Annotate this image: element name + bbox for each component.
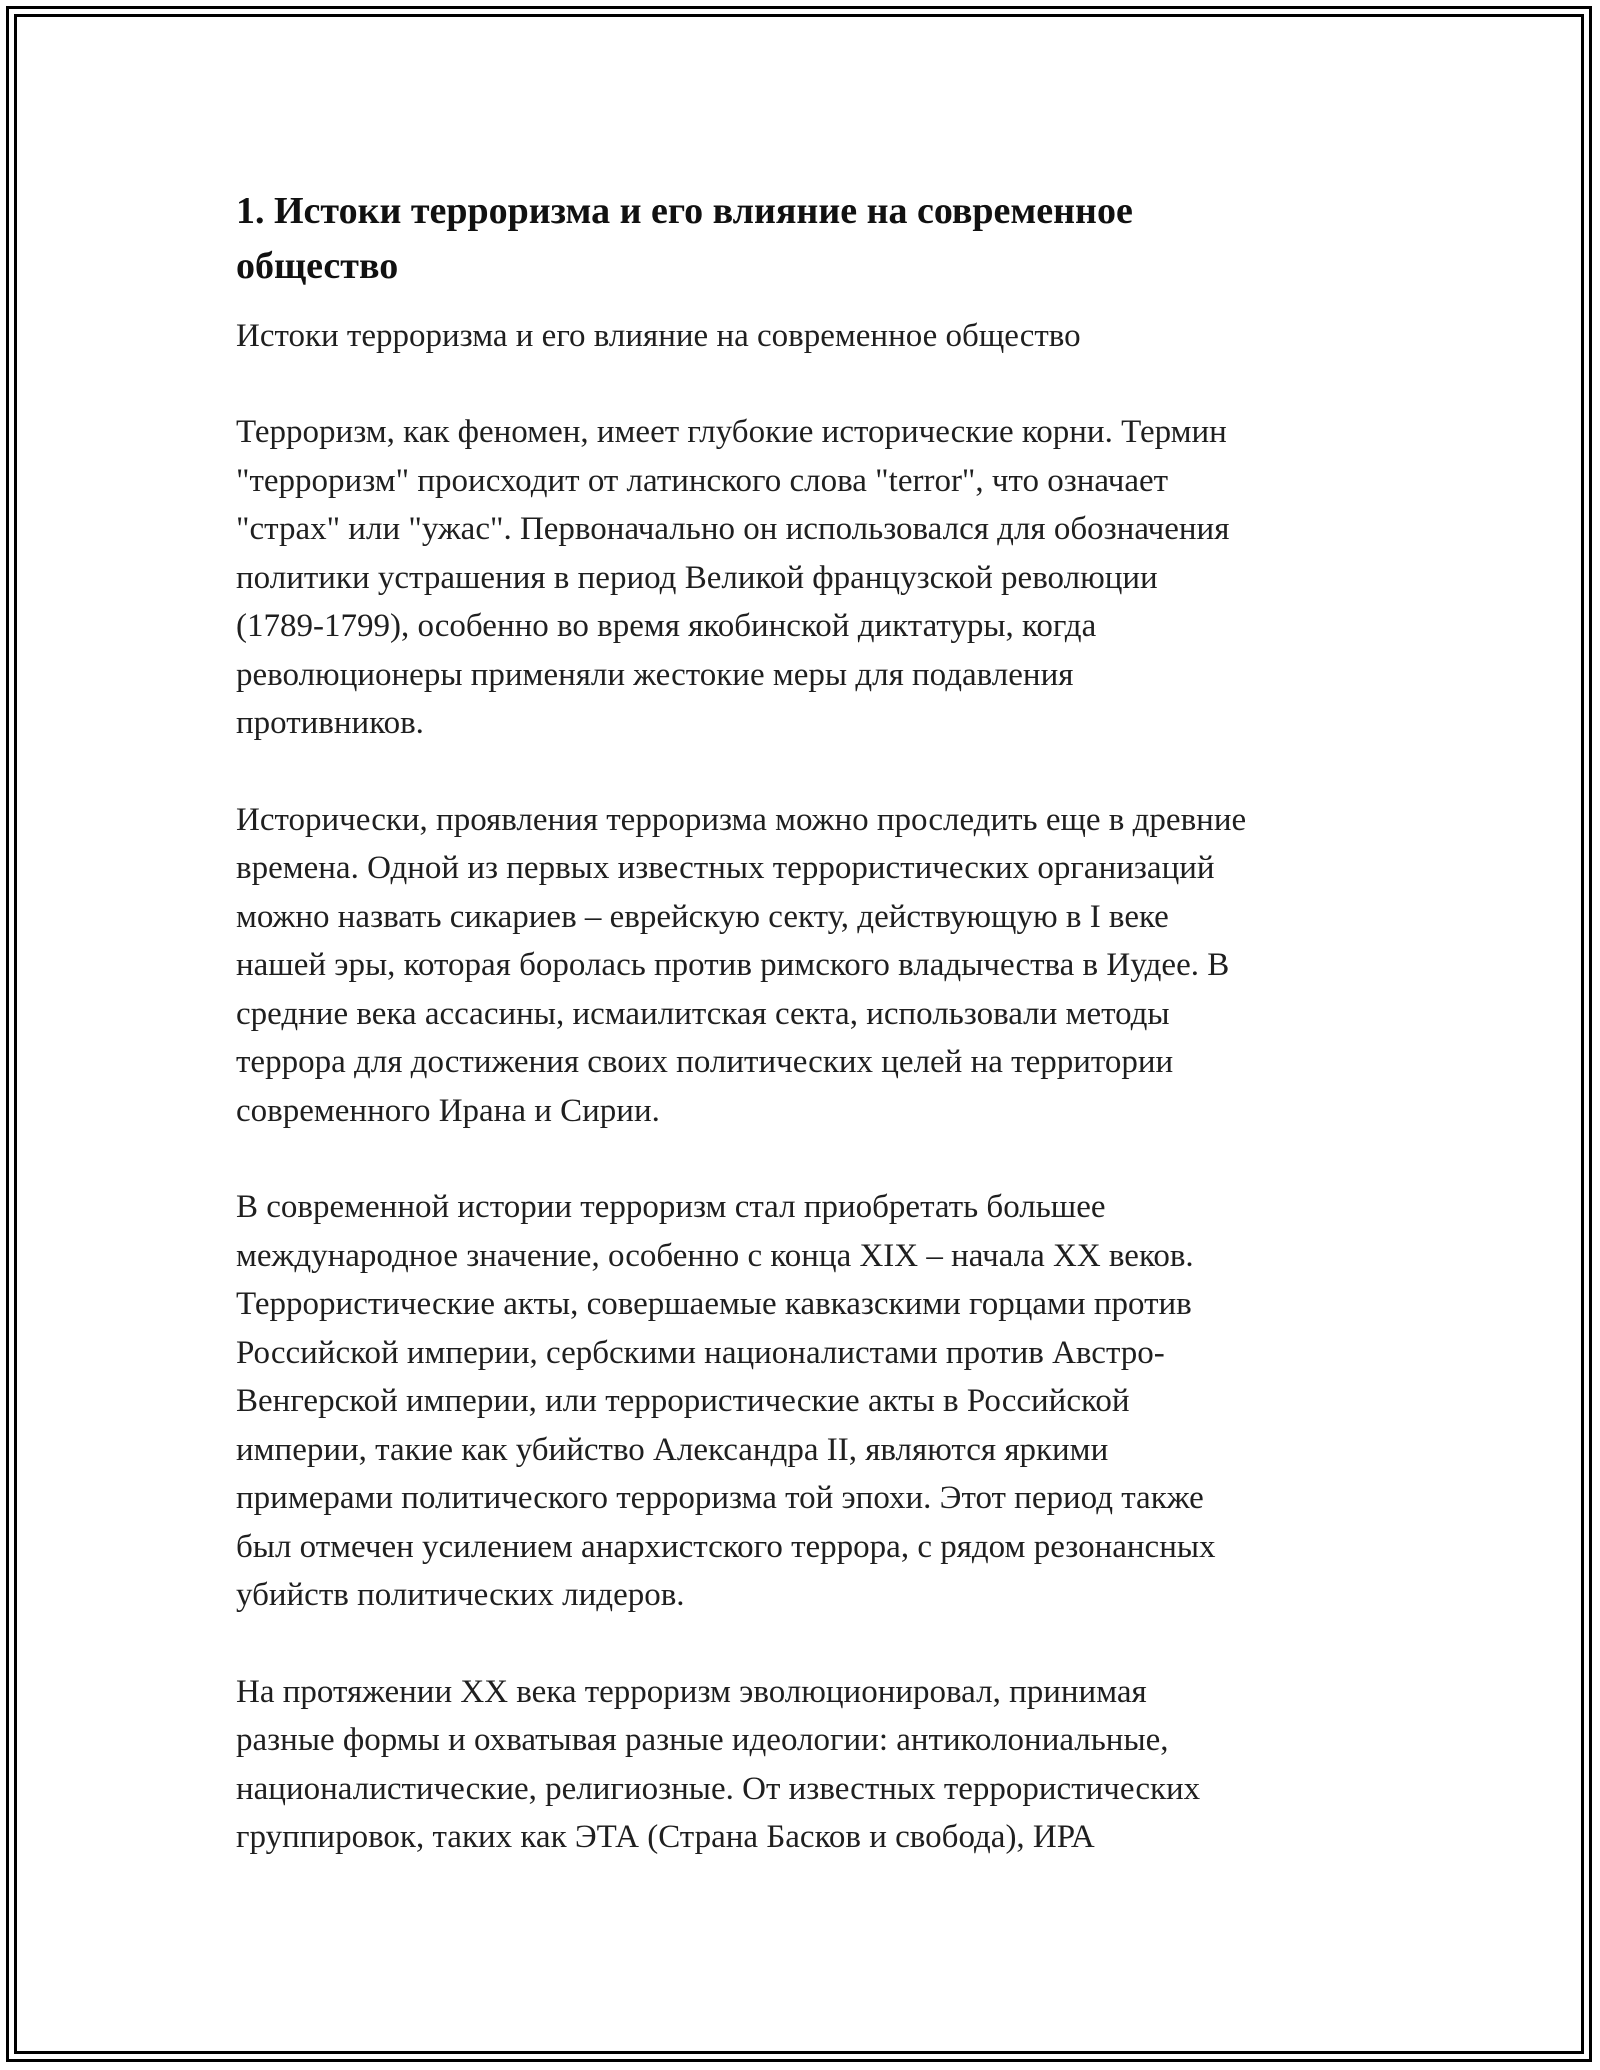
paragraph-line: террора для достижения своих политических целей на территории (236, 1044, 1174, 1080)
paragraph-line: политики устрашения в период Великой французской революции (236, 559, 1158, 596)
paragraph-line: Исторически, проявления терроризма можно проследить еще в древние (236, 801, 1247, 838)
paragraph-line: националистические, религиозные. От известных террористических (236, 1770, 1201, 1807)
paragraph-modern-history (236, 1183, 1386, 1620)
paragraph-line: На протяжении XX века терроризм эволюционировал, принимая (236, 1673, 1147, 1710)
paragraph-line: (1789-1799), особенно во время якобинской диктатуры, когда (236, 608, 1097, 644)
document-body (236, 184, 1386, 1862)
paragraph-line: примерами политического терроризма той эпохи. Этот период также (236, 1480, 1204, 1516)
paragraph-line: революционеры применяли жестокие меры для подавления (236, 656, 1074, 693)
paragraph-origins (236, 408, 1386, 748)
paragraph-line: Террористические акты, совершаемые кавказскими горцами против (236, 1286, 1192, 1322)
paragraph-ancient-history (236, 796, 1386, 1136)
paragraph-line: современного Ирана и Сирии. (236, 1092, 660, 1129)
paragraph-line: противников. (236, 705, 424, 741)
paragraph-line: можно назвать сикариев – еврейскую секту, действующую в I веке (236, 898, 1169, 935)
paragraph-line: группировок, таких как ЭТА (Страна Басков и свобода), ИРА (236, 1819, 1095, 1855)
paragraph-line: Российской империи, сербскими националистами против Австро- (236, 1334, 1165, 1371)
paragraph-line: нашей эры, которая боролась против римского владычества в Иудее. В (236, 947, 1230, 983)
paragraph-line: "терроризм" происходит от латинского слова "terror", что означает (236, 462, 1169, 499)
paragraph-line: международное значение, особенно с конца XIX – начала XX веков. (236, 1237, 1194, 1274)
section-heading (236, 184, 1386, 294)
heading-line: 1. Истоки терроризма и его влияние на современное (236, 190, 1133, 232)
paragraph-line: убийств политических лидеров. (236, 1577, 685, 1613)
paragraph-line: В современной истории терроризм стал приобретать большее (236, 1189, 1106, 1225)
section-subtitle: Истоки терроризма и его влияние на современное общество (236, 318, 1081, 354)
paragraph-line: Терроризм, как феномен, имеет глубокие исторические корни. Термин (236, 414, 1227, 450)
paragraph-line: разные формы и охватывая разные идеологии: антиколониальные, (236, 1722, 1169, 1758)
paragraph-line: был отмечен усилением анархистского террора, с рядом резонансных (236, 1528, 1216, 1565)
heading-line: общество (236, 245, 399, 287)
paragraph-line: империи, такие как убийство Александра II, являются яркими (236, 1431, 1109, 1468)
paragraph-line: "страх" или "ужас". Первоначально он использовался для обозначения (236, 511, 1230, 547)
paragraph-line: Венгерской империи, или террористические акты в Российской (236, 1383, 1130, 1419)
paragraph-line: времена. Одной из первых известных террористических организаций (236, 850, 1215, 886)
paragraph-twentieth-century (236, 1668, 1386, 1862)
paragraph-line: средние века ассасины, исмаилитская секта, использовали методы (236, 995, 1170, 1032)
